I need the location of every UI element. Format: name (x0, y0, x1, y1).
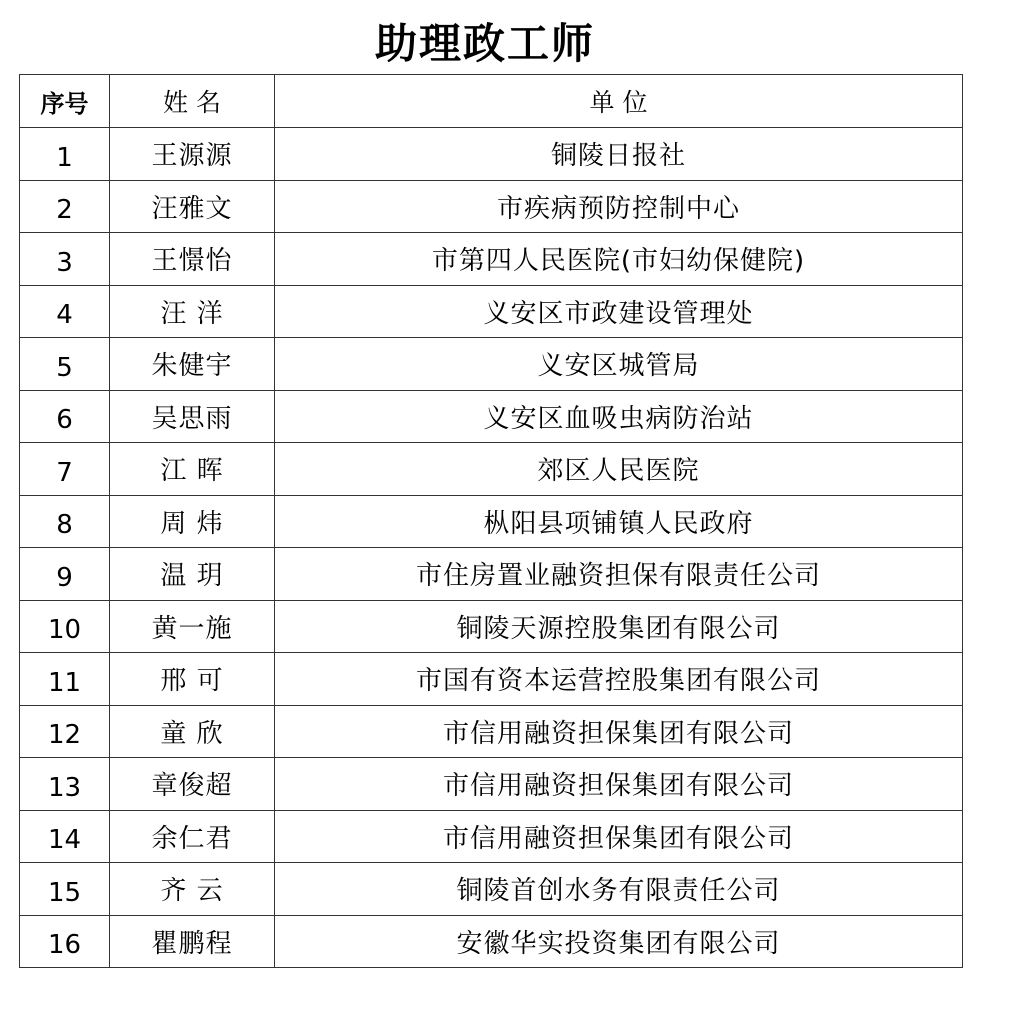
table-row (20, 233, 963, 286)
person-name: 温 玥 (110, 548, 275, 601)
table-row (20, 338, 963, 391)
work-unit: 义安区血吸虫病防治站 (275, 390, 963, 443)
row-number: 9 (20, 548, 110, 601)
table-row (20, 758, 963, 811)
work-unit: 市信用融资担保集团有限公司 (275, 705, 963, 758)
row-number: 6 (20, 390, 110, 443)
person-name: 邢 可 (110, 653, 275, 706)
work-unit: 市信用融资担保集团有限公司 (275, 810, 963, 863)
row-number: 16 (20, 915, 110, 968)
column-header-name: 姓 名 (110, 75, 275, 128)
row-number: 14 (20, 810, 110, 863)
person-name: 汪 洋 (110, 285, 275, 338)
table-row (20, 443, 963, 496)
table-row (20, 548, 963, 601)
person-name: 吴思雨 (110, 390, 275, 443)
table-row (20, 863, 963, 916)
work-unit: 铜陵日报社 (275, 128, 963, 181)
work-unit: 义安区市政建设管理处 (275, 285, 963, 338)
work-unit: 市信用融资担保集团有限公司 (275, 758, 963, 811)
row-number: 3 (20, 233, 110, 286)
person-name: 童 欣 (110, 705, 275, 758)
work-unit: 郊区人民医院 (275, 443, 963, 496)
row-number: 7 (20, 443, 110, 496)
row-number: 11 (20, 653, 110, 706)
row-number: 13 (20, 758, 110, 811)
table-row (20, 810, 963, 863)
table-row (20, 128, 963, 181)
person-name: 黄一施 (110, 600, 275, 653)
table-row (20, 285, 963, 338)
work-unit: 安徽华实投资集团有限公司 (275, 915, 963, 968)
column-header-unit: 单 位 (275, 75, 963, 128)
table-row (20, 600, 963, 653)
row-number: 8 (20, 495, 110, 548)
work-unit: 铜陵天源控股集团有限公司 (275, 600, 963, 653)
work-unit: 市第四人民医院(市妇幼保健院) (275, 233, 963, 286)
row-number: 5 (20, 338, 110, 391)
person-name: 王憬怡 (110, 233, 275, 286)
table-row (20, 495, 963, 548)
work-unit: 铜陵首创水务有限责任公司 (275, 863, 963, 916)
page-title: 助理政工师 (374, 19, 595, 68)
table-row (20, 390, 963, 443)
person-name: 余仁君 (110, 810, 275, 863)
work-unit: 义安区城管局 (275, 338, 963, 391)
work-unit: 枞阳县项铺镇人民政府 (275, 495, 963, 548)
table-row (20, 915, 963, 968)
person-name: 汪雅文 (110, 180, 275, 233)
roster-table (19, 74, 963, 968)
table-row (20, 653, 963, 706)
work-unit: 市住房置业融资担保有限责任公司 (275, 548, 963, 601)
person-name: 瞿鹏程 (110, 915, 275, 968)
person-name: 江 晖 (110, 443, 275, 496)
person-name: 王源源 (110, 128, 275, 181)
table-row (20, 180, 963, 233)
person-name: 齐 云 (110, 863, 275, 916)
table-row (20, 705, 963, 758)
row-number: 15 (20, 863, 110, 916)
work-unit: 市疾病预防控制中心 (275, 180, 963, 233)
table-header-row (20, 75, 963, 128)
row-number: 10 (20, 600, 110, 653)
person-name: 朱健宇 (110, 338, 275, 391)
work-unit: 市国有资本运营控股集团有限公司 (275, 653, 963, 706)
row-number: 12 (20, 705, 110, 758)
row-number: 2 (20, 180, 110, 233)
column-header-no: 序号 (20, 75, 110, 128)
row-number: 4 (20, 285, 110, 338)
table-body (20, 128, 963, 968)
person-name: 周 炜 (110, 495, 275, 548)
person-name: 章俊超 (110, 758, 275, 811)
row-number: 1 (20, 128, 110, 181)
